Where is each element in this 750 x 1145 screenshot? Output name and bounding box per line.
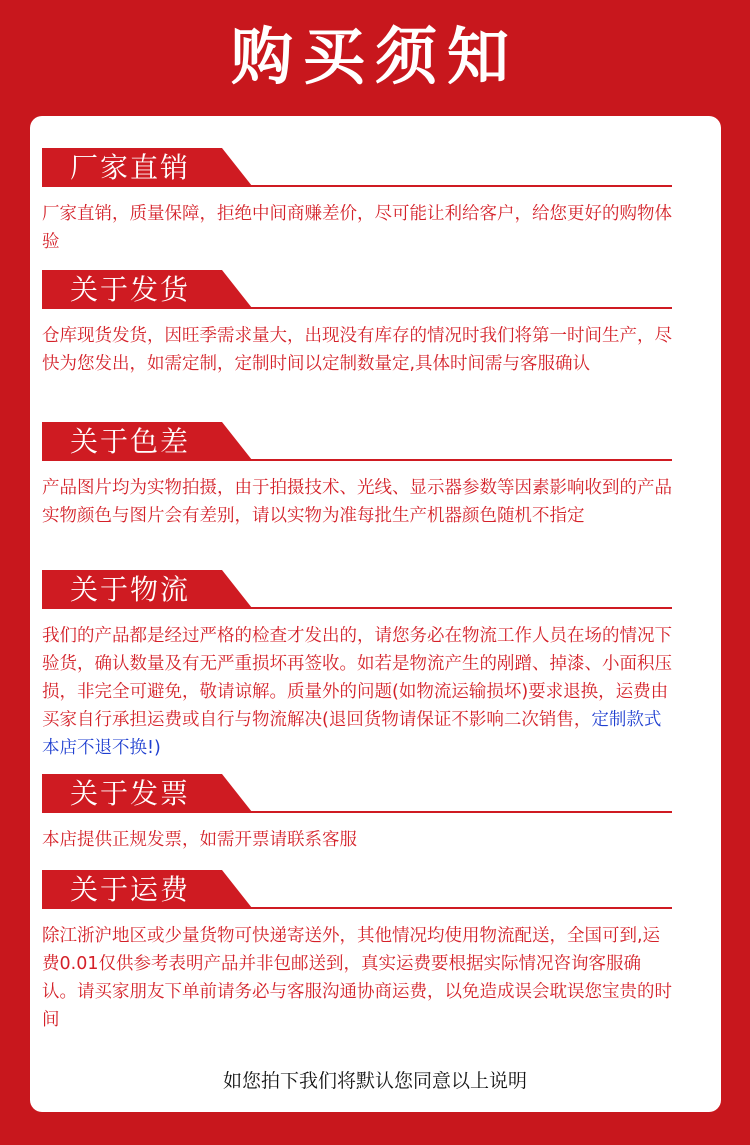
- section-heading: 厂家直销: [70, 151, 191, 184]
- section-body: 厂家直销，质量保障，拒绝中间商赚差价，尽可能让利给客户，给您更好的购物体验: [42, 204, 672, 252]
- section-body: 除江浙沪地区或少量货物可快递寄送外，其他情况均使用物流配送，全国可到,运费0.01仅供参考表明产品并非包邮送到，真实运费要根据实际情况咨询客服确认。请买家朋友下单前请务必与客服沟通协商运费，以免造成误会耽误您宝贵的时间: [42, 926, 672, 1030]
- section-heading: 关于物流: [70, 573, 191, 606]
- heading-underline: [42, 185, 672, 187]
- heading-underline: [42, 811, 672, 813]
- section-header: [42, 270, 672, 312]
- heading-underline: [42, 459, 672, 461]
- section-header: [42, 870, 672, 912]
- section-header: [42, 570, 672, 612]
- heading-underline: [42, 607, 672, 609]
- section-shipping: [42, 270, 672, 378]
- heading-underline: [42, 907, 672, 909]
- section-body-text: 我们的产品都是经过严格的检查才发出的，请您务必在物流工作人员在场的情况下验货，确认数量及有无严重损坏再签收。如若是物流产生的剐蹭、掉漆、小面积压损，非完全可避免，敬请谅解。质量外的问题(如物流运输损坏)要求退换，运费由买家自行承担运费或自行与物流解决(退回货物请保证不影响二次销售，: [42, 626, 672, 730]
- section-header: [42, 148, 672, 190]
- section-heading: 关于运费: [70, 873, 191, 906]
- section-body: 本店提供正规发票，如需开票请联系客服: [42, 830, 357, 850]
- section-heading: 关于发货: [70, 273, 191, 306]
- section-invoice: [42, 774, 672, 854]
- heading-underline: [42, 307, 672, 309]
- section-header: [42, 774, 672, 816]
- section-heading: 关于发票: [70, 777, 191, 810]
- section-body: 产品图片均为实物拍摄，由于拍摄技术、光线、显示器参数等因素影响收到的产品实物颜色与图片会有差别，请以实物为准每批生产机器颜色随机不指定: [42, 478, 672, 526]
- section-header: [42, 422, 672, 464]
- consent-note: 如您拍下我们将默认您同意以上说明: [222, 1070, 527, 1092]
- no-return-highlight: 定制款式本店不退不换!): [42, 710, 662, 758]
- section-heading: 关于色差: [70, 425, 191, 458]
- section-body: [42, 622, 672, 762]
- section-color-difference: [42, 422, 672, 530]
- page-title: 购买须知: [230, 20, 519, 93]
- section-shipping-fee: [42, 870, 672, 1034]
- section-logistics: [42, 570, 672, 762]
- section-body: 仓库现货发货，因旺季需求量大，出现没有库存的情况时我们将第一时间生产，尽快为您发出，如需定制，定制时间以定制数量定,具体时间需与客服确认: [42, 326, 672, 374]
- section-factory-direct: [42, 148, 672, 256]
